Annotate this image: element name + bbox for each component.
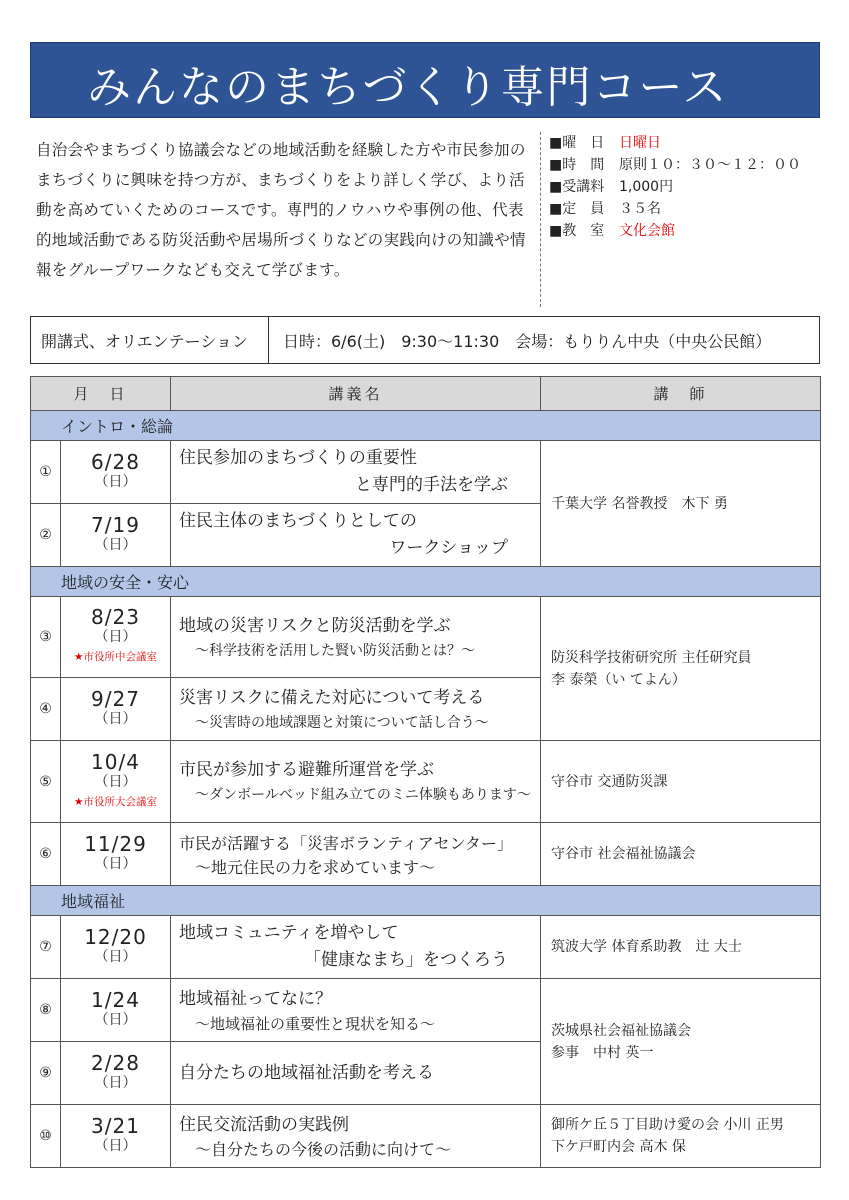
info-key: ■教 室 [549, 223, 605, 239]
info-row-room [549, 220, 801, 242]
table-row [31, 741, 821, 823]
row-number: ③ [31, 597, 61, 678]
row-date: 8/23 （日） ★市役所中会議室 [61, 597, 171, 678]
row-lecturer: 守谷市 交通防災課 [541, 741, 821, 823]
opening-detail: 日時：6/6(土) 9:30〜11:30 会場：もりりん中央（中央公民館） [283, 331, 772, 351]
info-row-capacity [549, 198, 801, 220]
row-title: 災害リスクに備えた対応について考える 〜災害時の地域課題と対策について話し合う〜 [171, 678, 541, 741]
row-lecturer: 御所ケ丘５丁目助け愛の会 小川 正男 下ケ戸町内会 高木 保 [541, 1105, 821, 1168]
title-banner [30, 42, 820, 118]
row-lecturer: 守谷市 社会福祉協議会 [541, 823, 821, 886]
row-number: ⑦ [31, 916, 61, 979]
opening-label: 開講式、オリエンテーション [31, 317, 269, 363]
info-row-fee [549, 176, 801, 198]
row-title: 地域コミュニティを増やして 「健康なまち」をつくろう [171, 916, 541, 979]
info-key: ■曜 日 [549, 135, 605, 151]
info-row-time [549, 154, 801, 176]
row-number: ④ [31, 678, 61, 741]
row-date: 3/21 （日） [61, 1105, 171, 1168]
schedule-table [30, 376, 821, 1168]
row-date: 10/4 （日） ★市役所大会議室 [61, 741, 171, 823]
row-number: ⑤ [31, 741, 61, 823]
section-row [31, 411, 821, 441]
intro-text: 自治会やまちづくり協議会などの地域活動を経験した方や市民参加のまちづくりに興味を持つ方が、まちづくりをより詳しく学び、より活動を高めていくためのコースです。専門的ノウハウや事例の他、代表的地域活動である防災活動や居場所づくりなどの実践向けの知識や情報をグループワークなども交えて学びます。 [36, 141, 526, 279]
row-number: ⑧ [31, 979, 61, 1042]
row-title: 住民交流活動の実践例 〜自分たちの今後の活動に向けて〜 [171, 1105, 541, 1168]
table-row [31, 823, 821, 886]
row-lecturer: 筑波大学 体育系助教 辻 大士 [541, 916, 821, 979]
row-date: 7/19 （日） [61, 504, 171, 567]
info-key: ■受講料 [549, 179, 605, 195]
info-value: 日曜日 [619, 135, 661, 151]
course-info [549, 132, 801, 242]
table-row [31, 441, 821, 504]
row-number: ① [31, 441, 61, 504]
table-row [31, 597, 821, 678]
row-title: 市民が参加する避難所運営を学ぶ 〜ダンボールベッド組み立てのミニ体験もあります〜 [171, 741, 541, 823]
table-row [31, 1105, 821, 1168]
row-title: 自分たちの地域福祉活動を考える [171, 1042, 541, 1105]
info-row-day [549, 132, 801, 154]
section-label: 地域福祉 [31, 886, 821, 916]
info-value: 原則１０：３０〜１２：００ [619, 157, 801, 173]
opening-ceremony-box [30, 316, 820, 364]
row-lecturer: 防災科学技術研究所 主任研究員 李 泰榮（い てよん） [541, 597, 821, 741]
section-row [31, 567, 821, 597]
row-title: 住民参加のまちづくりの重要性 と専門的手法を学ぶ [171, 441, 541, 504]
row-lecturer: 茨城県社会福祉協議会 参事 中村 英一 [541, 979, 821, 1105]
info-key: ■時 間 [549, 157, 605, 173]
info-value: 1,000円 [619, 179, 674, 195]
page-title: みんなのまちづくり専門コース [87, 62, 729, 113]
section-label: 地域の安全・安心 [31, 567, 821, 597]
section-label: イントロ・総論 [31, 411, 821, 441]
row-number: ⑥ [31, 823, 61, 886]
header-lecturer: 講 師 [541, 377, 821, 411]
table-header-row [31, 377, 821, 411]
divider [540, 132, 541, 307]
row-title: 住民主体のまちづくりとしての ワークショップ [171, 504, 541, 567]
header-date: 月 日 [31, 377, 171, 411]
section-row [31, 886, 821, 916]
row-title: 地域の災害リスクと防災活動を学ぶ 〜科学技術を活用した賢い防災活動とは？〜 [171, 597, 541, 678]
row-date: 12/20 （日） [61, 916, 171, 979]
table-row [31, 916, 821, 979]
row-date: 6/28 （日） [61, 441, 171, 504]
row-number: ② [31, 504, 61, 567]
row-number: ⑩ [31, 1105, 61, 1168]
info-key: ■定 員 [549, 201, 605, 217]
header-title: 講義名 [171, 377, 541, 411]
row-lecturer: 千葉大学 名誉教授 木下 勇 [541, 441, 821, 567]
row-date: 1/24 （日） [61, 979, 171, 1042]
info-value: 文化会館 [619, 223, 675, 239]
row-date: 11/29 （日） [61, 823, 171, 886]
info-value: ３５名 [619, 201, 661, 217]
row-date: 2/28 （日） [61, 1042, 171, 1105]
table-row [31, 979, 821, 1042]
row-date: 9/27 （日） [61, 678, 171, 741]
row-title: 地域福祉ってなに？ 〜地域福祉の重要性と現状を知る〜 [171, 979, 541, 1042]
row-number: ⑨ [31, 1042, 61, 1105]
row-title: 市民が活躍する「災害ボランティアセンター」 〜地元住民の力を求めています〜 [171, 823, 541, 886]
